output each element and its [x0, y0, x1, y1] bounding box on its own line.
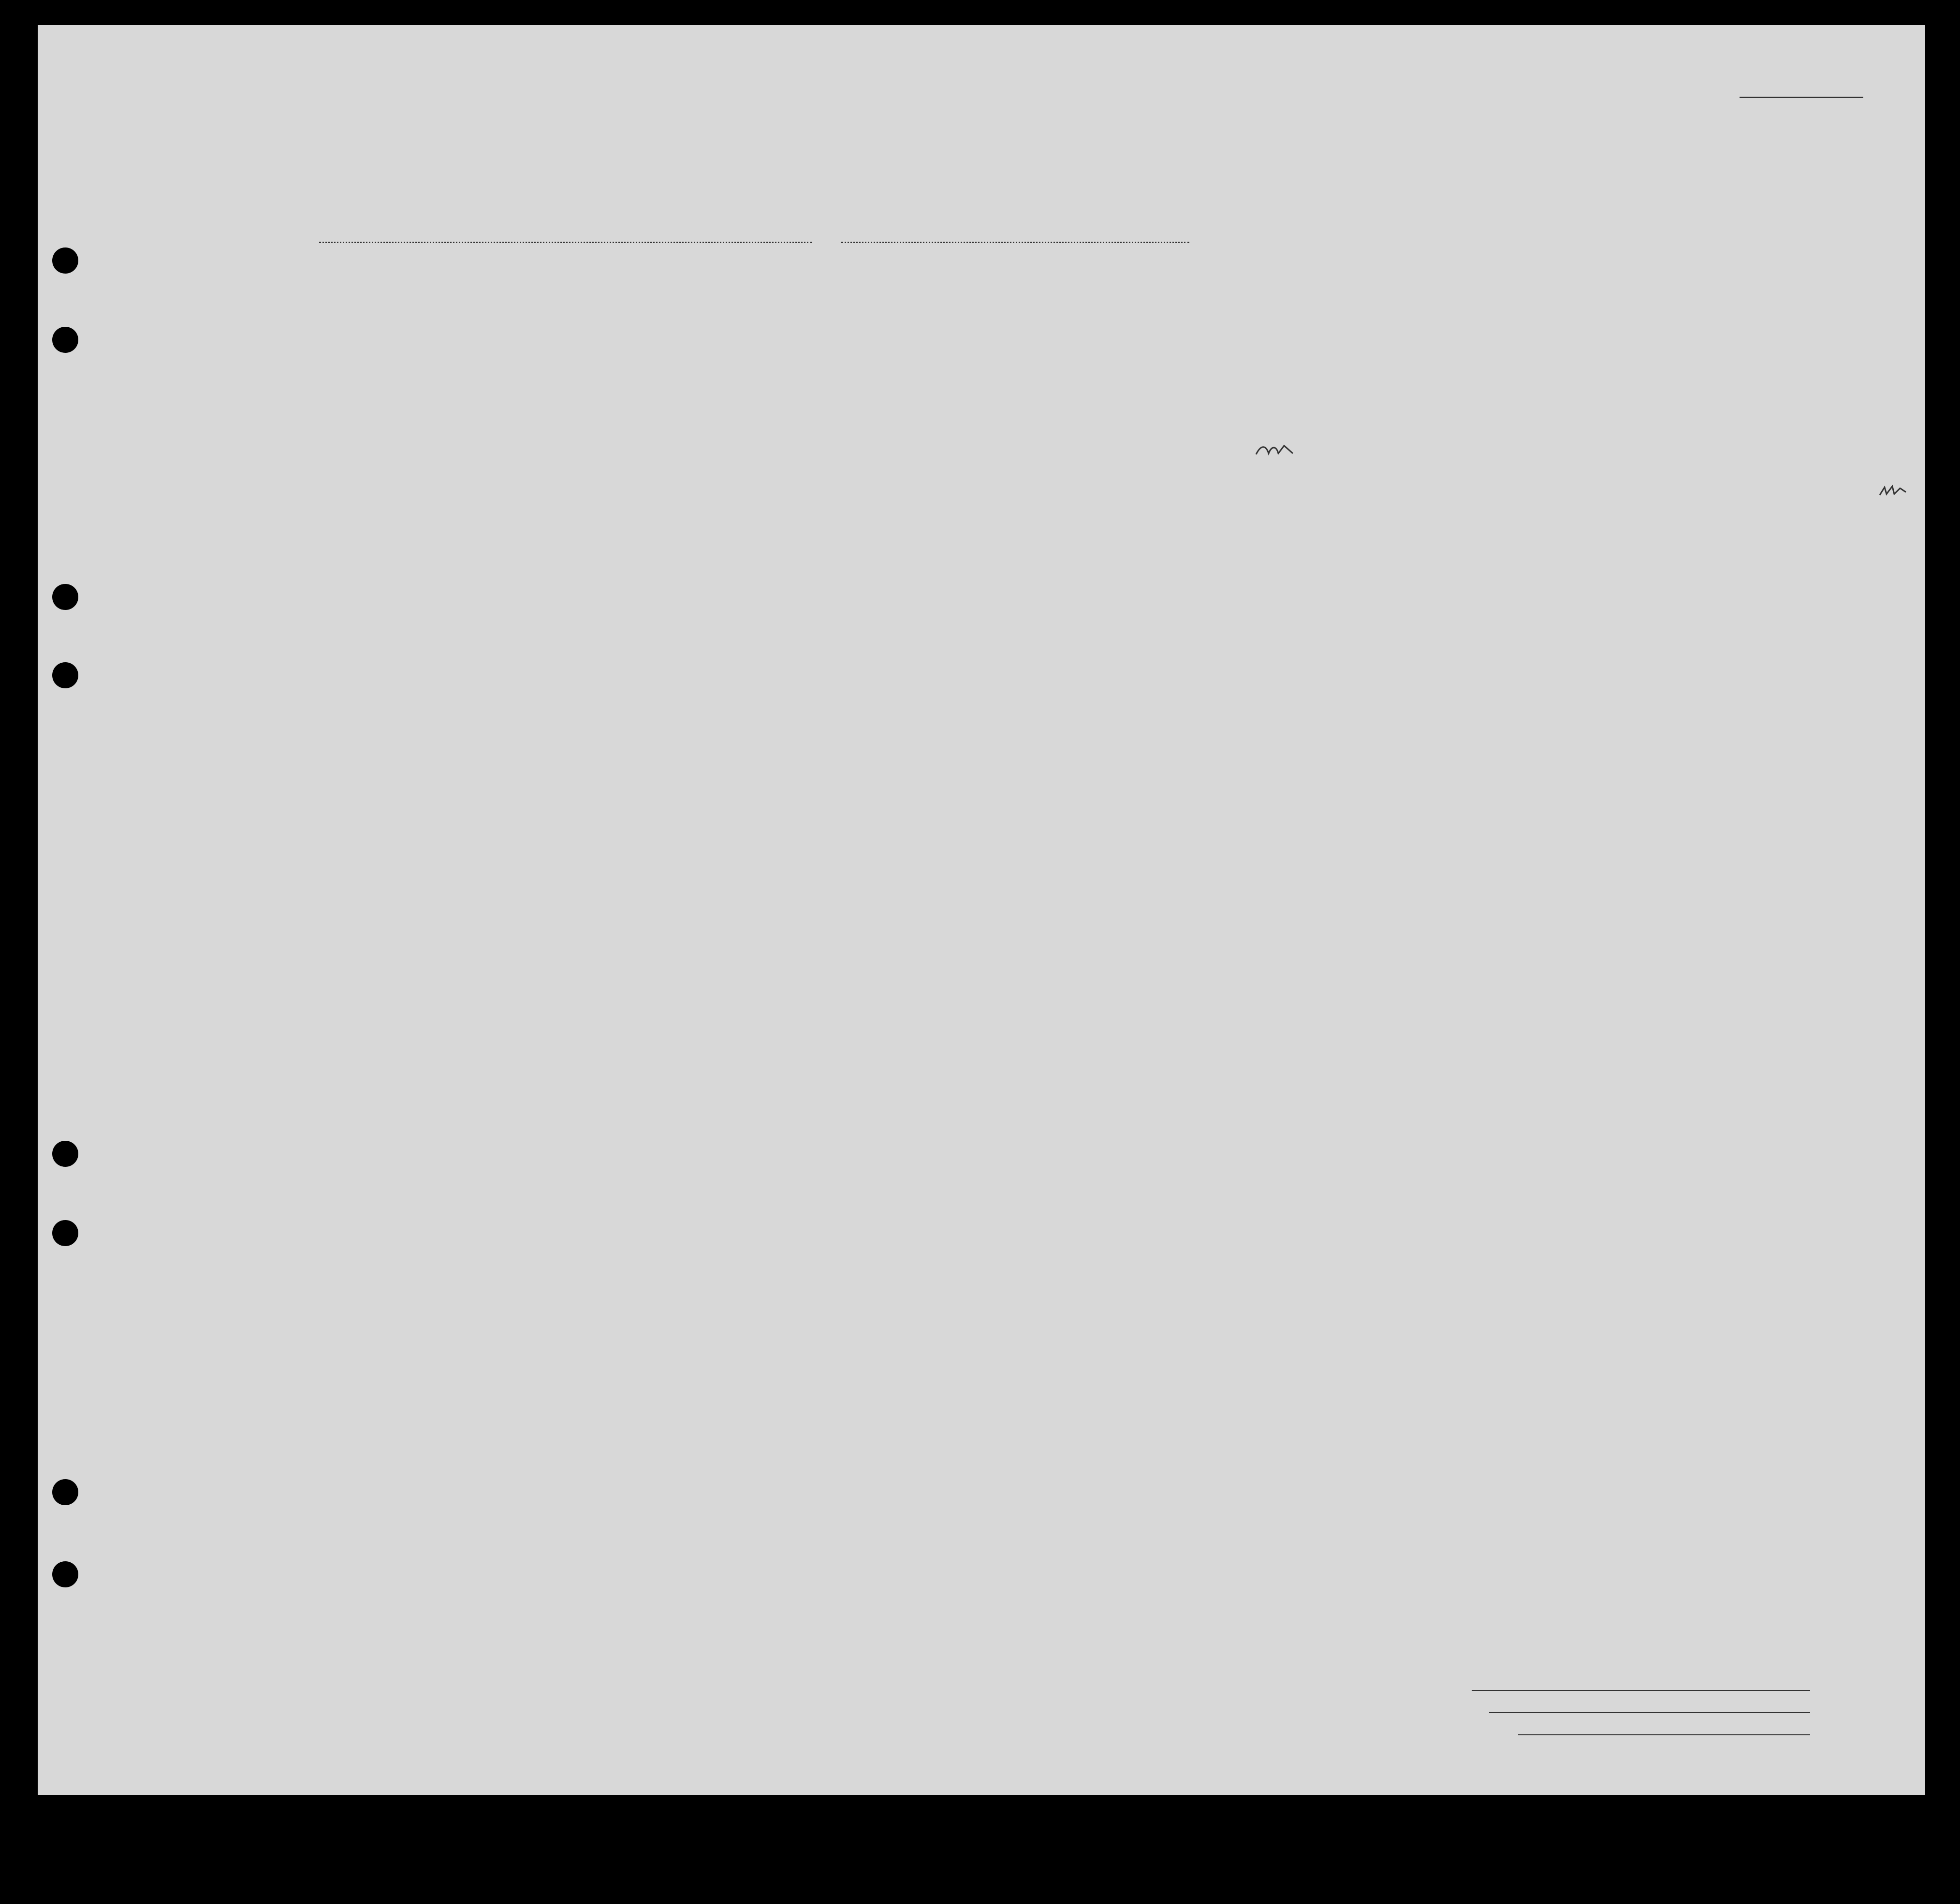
line-underline	[1472, 1690, 1810, 1691]
col-24-sub-b	[1172, 361, 1201, 457]
manifest-grid	[38, 25, 1925, 1795]
col-34-feet	[1598, 412, 1613, 455]
col-26-header	[1284, 327, 1303, 460]
margin-mark	[1879, 483, 1908, 500]
col-28-header	[1333, 327, 1380, 460]
binder-hole	[52, 1561, 78, 1587]
col-25-header	[1245, 327, 1281, 460]
binder-hole	[52, 1479, 78, 1505]
binder-hole	[52, 247, 78, 274]
col-27-header	[1306, 327, 1326, 460]
col-30-header	[1421, 327, 1439, 460]
binder-hole	[52, 1141, 78, 1167]
binder-hole	[52, 327, 78, 353]
col-24-sub-c	[1205, 361, 1234, 457]
binder-hole	[52, 1220, 78, 1246]
col-34-inches	[1624, 412, 1639, 455]
scribble-mark	[1254, 443, 1295, 457]
agents-underline	[1518, 1734, 1810, 1735]
scribble-mark-2	[1879, 483, 1908, 498]
col-29-header	[1389, 327, 1418, 460]
col-31-header	[1442, 327, 1461, 460]
col-24-sub-a	[1136, 361, 1167, 457]
binder-hole	[52, 584, 78, 610]
col-19-header	[557, 325, 582, 460]
binder-hole	[52, 662, 78, 688]
manifest-sheet	[38, 25, 1925, 1795]
col-21-header	[675, 325, 699, 460]
owners-underline	[1489, 1712, 1810, 1713]
annotation-mark	[1254, 443, 1295, 457]
